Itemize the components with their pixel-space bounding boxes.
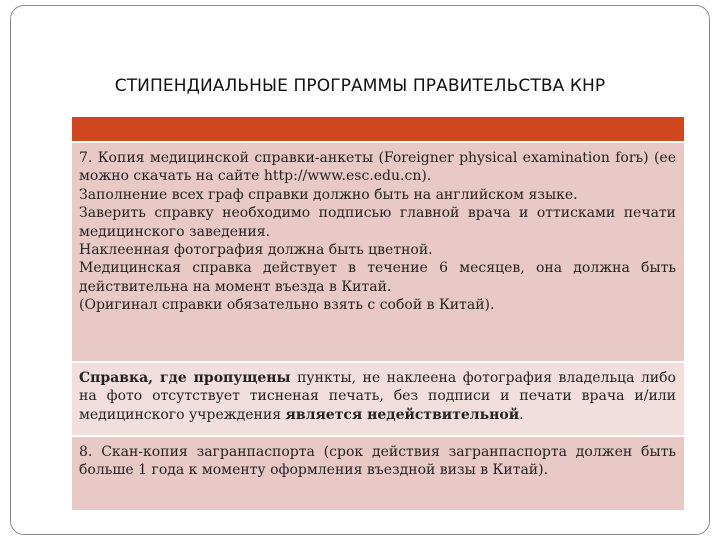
paragraph: Заверить справку необходимо подписью главной врача и оттисками печати медицинского заведения. (79, 205, 676, 240)
paragraph: 8. Скан-копия загранпаспорта (срок действия загранпаспорта должен быть больше 1 года к моменту оформления въездной визы в Китай). (79, 444, 676, 479)
text: пункты, не наклеена фотография владельца либо на фото отсутствует тисненая печать, без подписи и печати врача и/или медицинского учреждения (79, 370, 676, 423)
page-title: СТИПЕНДИАЛЬНЫЕ ПРОГРАММЫ ПРАВИТЕЛЬСТВА КНР (114, 76, 606, 96)
paragraph: 7. Копия медицинской справки-анкеты (Foreigner physical examination fоrь) (ее можно скачать на сайте http://www.esc.edu.cn). (79, 150, 676, 185)
table-header (72, 117, 684, 143)
info-table (72, 117, 684, 510)
paragraph: (Оригинал справки обязательно взять с собой в Китай). (79, 297, 495, 314)
table-row-passport (72, 437, 684, 510)
bold-text: является недействительной (285, 406, 520, 423)
text: . (519, 406, 524, 423)
bold-text: Справка, где пропущены (79, 370, 291, 386)
table-row-invalid-certificate (72, 363, 684, 437)
paragraph: Медицинская справка действует в течение 6 месяцев, она должна быть действительна на момент въезда в Китай. (79, 260, 676, 295)
paragraph (79, 369, 676, 424)
paragraph: Заполнение всех граф справки должно быть на английском языке. (79, 186, 578, 203)
paragraph: Наклеенная фотография должна быть цветной. (79, 242, 433, 259)
table-row-medical-certificate (72, 143, 684, 363)
